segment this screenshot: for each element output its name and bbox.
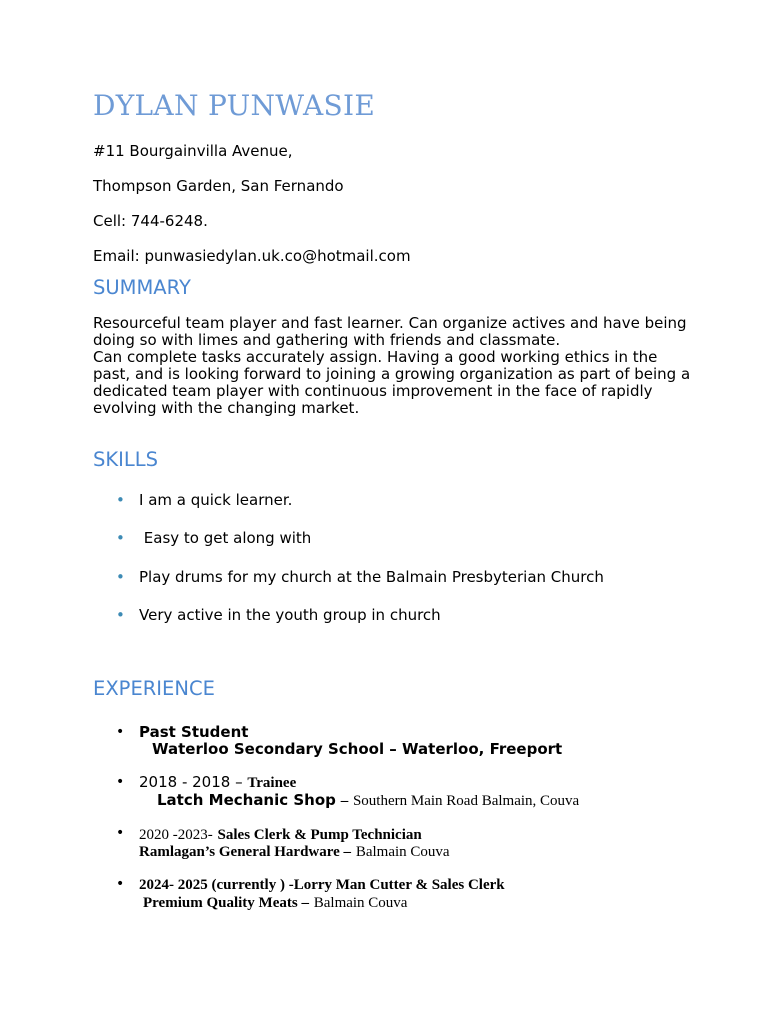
bullet-icon: • [116, 529, 125, 547]
skills-heading: SKILLS [93, 448, 159, 471]
experience-employer-line [143, 893, 407, 912]
experience-role: Sales Clerk & Pump Technician [217, 827, 422, 843]
skill-text: I am a quick learner. [139, 491, 293, 509]
experience-location: Southern Main Road Balmain, Couva [352, 793, 580, 809]
summary-paragraph-1: Resourceful team player and fast learner. Can organize actives and have being doing so with limes and gathering with friends and classmate. [93, 314, 687, 349]
skill-item [0, 605, 768, 627]
email-address: Email: punwasiedylan.uk.co@hotmail.com [93, 247, 411, 265]
summary-paragraph-2: Can complete tasks accurately assign. Having a good working ethics in the past, and is looking forward to joining a growing organization as part of being a dedicated team player with continuous improvement in the face of rapidly evolving with the changing market. [93, 348, 691, 417]
experience-dash: – [340, 793, 349, 809]
experience-employer: Premium Quality Meats – [143, 895, 309, 911]
experience-employer-line [157, 791, 579, 810]
cell-phone: Cell: 744-6248. [93, 212, 208, 230]
experience-role: Past Student [139, 723, 249, 741]
experience-employer-line [139, 842, 450, 861]
experience-employer: Latch Mechanic Shop [157, 791, 336, 809]
experience-dates: 2020 -2023- [139, 827, 213, 843]
summary-heading: SUMMARY [93, 276, 191, 299]
experience-header-line [139, 773, 296, 792]
skill-item [0, 528, 768, 550]
bullet-icon: • [116, 724, 125, 740]
experience-employer: Ramlagan’s General Hardware – [139, 844, 352, 860]
bullet-icon: • [116, 774, 125, 790]
skill-text: Easy to get along with [139, 529, 312, 547]
skill-text: Very active in the youth group in church [139, 606, 441, 624]
experience-title: 2024- 2025 (currently ) -Lorry Man Cutter & Sales Clerk [139, 877, 505, 893]
bullet-icon: • [116, 568, 125, 586]
experience-location: Balmain Couva [355, 844, 450, 860]
bullet-icon: • [116, 491, 125, 509]
bullet-icon: • [116, 606, 125, 624]
bullet-icon: • [116, 876, 125, 892]
experience-place: Waterloo Secondary School – Waterloo, Freeport [152, 740, 563, 758]
experience-heading: EXPERIENCE [93, 677, 215, 700]
skill-item [0, 567, 768, 589]
skill-item [0, 490, 768, 512]
experience-dates: 2018 - 2018 – [139, 773, 243, 791]
skill-text: Play drums for my church at the Balmain Presbyterian Church [139, 568, 604, 586]
experience-role: Trainee [247, 775, 297, 791]
candidate-name: DYLAN PUNWASIE [93, 89, 376, 122]
summary-text [93, 315, 693, 417]
address-line-1: #11 Bourgainvilla Avenue, [93, 142, 293, 160]
experience-location: Balmain Couva [313, 895, 408, 911]
bullet-icon: • [116, 825, 125, 841]
address-line-2: Thompson Garden, San Fernando [93, 177, 344, 195]
